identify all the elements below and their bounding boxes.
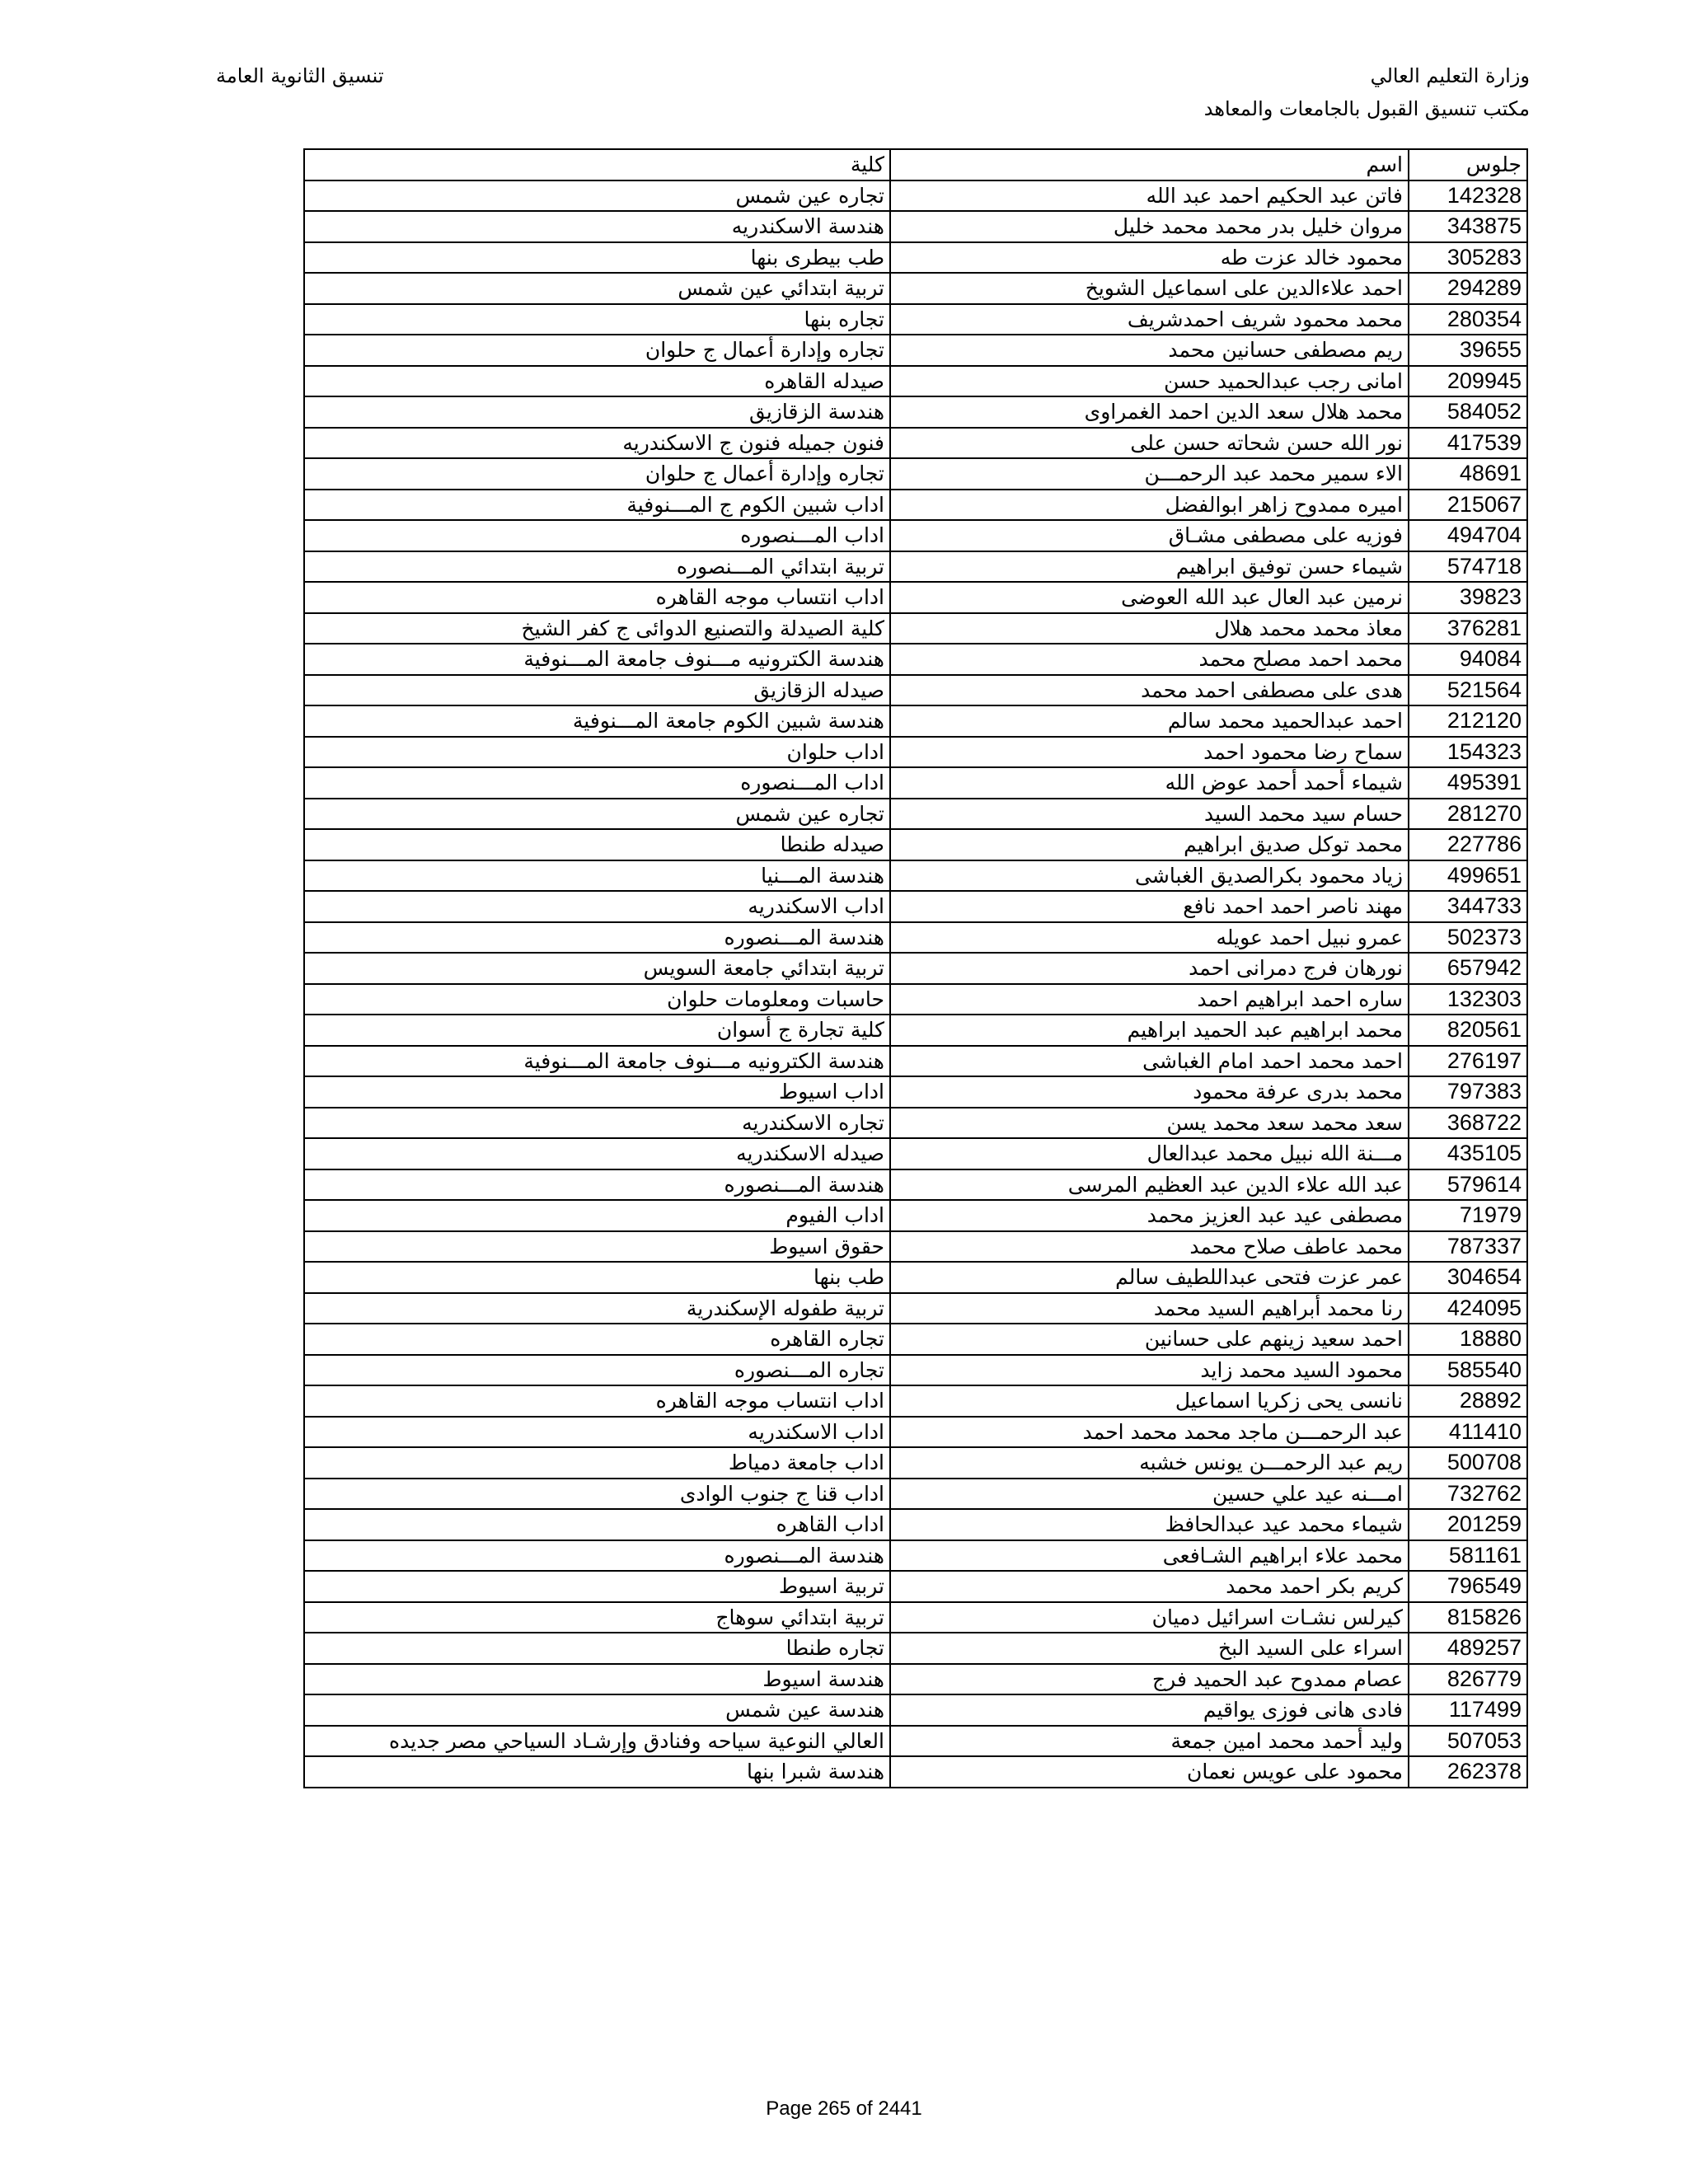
student-name-cell: محمد توكل صديق ابراهيم: [890, 829, 1409, 860]
seat-number: 584052: [1447, 399, 1522, 424]
faculty-cell: هندسة المـــنصوره: [304, 1540, 890, 1572]
seat-number: 94084: [1459, 646, 1522, 672]
student-name-cell: احمد سعيد زينهم على حسانين: [890, 1324, 1409, 1355]
faculty-cell: تجاره الاسكندريه: [304, 1108, 890, 1139]
seat-number: 39823: [1459, 584, 1522, 610]
table-row: [304, 1324, 1527, 1355]
header-program-block: [216, 59, 384, 92]
seat-number-cell: [1409, 520, 1527, 551]
table-row: [304, 304, 1527, 335]
faculty-cell: اداب الاسكندريه: [304, 1417, 890, 1448]
seat-number-cell: [1409, 1540, 1527, 1572]
table-row: [304, 551, 1527, 583]
faculty-cell: صيدله الاسكندريه: [304, 1138, 890, 1169]
seat-number: 368722: [1447, 1109, 1522, 1135]
faculty-cell: اداب انتساب موجه القاهره: [304, 1385, 890, 1417]
student-name-cell: فوزيه على مصطفى مشـاق: [890, 520, 1409, 551]
faculty-cell: تجاره بنها: [304, 304, 890, 335]
table-row: [304, 829, 1527, 860]
seat-number: 500708: [1447, 1450, 1522, 1475]
faculty-cell: كلية الصيدلة والتصنيع الدوائى ج كفر الشيخ: [304, 613, 890, 644]
faculty-cell: تربية ابتدائي عين شمس: [304, 273, 890, 304]
student-name-cell: محمود السيد محمد زايد: [890, 1355, 1409, 1386]
student-name-cell: شيماء محمد عيد عبدالحافظ: [890, 1509, 1409, 1540]
faculty-cell: هندسة المـــنصوره: [304, 1169, 890, 1201]
faculty-cell: تربية ابتدائي جامعة السويس: [304, 953, 890, 984]
table-row: [304, 953, 1527, 984]
faculty-cell: هندسة اسيوط: [304, 1664, 890, 1695]
student-name-cell: محمد عاطف صلاح محمد: [890, 1231, 1409, 1263]
seat-number: 344733: [1447, 893, 1522, 919]
table-row: [304, 366, 1527, 397]
student-name-cell: سماح رضا محمود احمد: [890, 737, 1409, 768]
faculty-cell: اداب حلوان: [304, 737, 890, 768]
faculty-cell: تربية ابتدائي سوهاج: [304, 1602, 890, 1633]
faculty-cell: تجاره عين شمس: [304, 180, 890, 212]
seat-number-cell: [1409, 891, 1527, 922]
student-name-cell: ساره احمد ابراهيم احمد: [890, 984, 1409, 1015]
seat-number-cell: [1409, 1046, 1527, 1077]
table-row: [304, 273, 1527, 304]
column-header-name: اسم: [890, 149, 1409, 180]
faculty-cell: تربية ابتدائي المـــنصوره: [304, 551, 890, 583]
student-name-cell: محمود خالد عزت طه: [890, 242, 1409, 274]
seat-number: 281270: [1447, 800, 1522, 826]
faculty-cell: اداب الاسكندريه: [304, 891, 890, 922]
table-row: [304, 582, 1527, 613]
student-name-cell: اميره ممدوح زاهر ابوالفضل: [890, 490, 1409, 521]
student-name-cell: سعد محمد سعد محمد يسن: [890, 1108, 1409, 1139]
faculty-cell: هندسة الاسكندريه: [304, 211, 890, 242]
table-row: [304, 211, 1527, 242]
student-name-cell: احمد علاءالدين على اسماعيل الشويخ: [890, 273, 1409, 304]
seat-number: 304654: [1447, 1264, 1522, 1290]
seat-number-cell: [1409, 1694, 1527, 1726]
table-row: [304, 180, 1527, 212]
seat-number-cell: [1409, 242, 1527, 274]
student-name-cell: وليد أحمد محمد امين جمعة: [890, 1726, 1409, 1757]
seat-number-cell: [1409, 1447, 1527, 1479]
seat-number: 71979: [1459, 1202, 1522, 1228]
faculty-cell: هندسة الكترونيه مـــنوف جامعة المـــنوفية: [304, 1046, 890, 1077]
seat-number-cell: [1409, 1385, 1527, 1417]
seat-number: 579614: [1447, 1171, 1522, 1197]
student-name-cell: كيرلس نشـات اسرائيل دميان: [890, 1602, 1409, 1633]
seat-number-cell: [1409, 1015, 1527, 1046]
seat-number-cell: [1409, 1756, 1527, 1788]
seat-number: 280354: [1447, 306, 1522, 331]
faculty-cell: فنون جميله فنون ج الاسكندريه: [304, 428, 890, 459]
student-name-cell: محمود على عويس نعمان: [890, 1756, 1409, 1788]
faculty-cell: حقوق اسيوط: [304, 1231, 890, 1263]
table-row: [304, 1046, 1527, 1077]
table-row: [304, 1231, 1527, 1263]
student-name-cell: ريم عبد الرحمـــن يونس خشبه: [890, 1447, 1409, 1479]
faculty-cell: تجاره القاهره: [304, 1324, 890, 1355]
table-row: [304, 1664, 1527, 1695]
table-row: [304, 1756, 1527, 1788]
seat-number: 435105: [1447, 1141, 1522, 1166]
seat-number-cell: [1409, 1108, 1527, 1139]
student-name-cell: كريم بكر احمد محمد: [890, 1571, 1409, 1602]
seat-number: 212120: [1447, 708, 1522, 733]
student-name-cell: محمد محمود شريف احمدشريف: [890, 304, 1409, 335]
faculty-cell: اداب الفيوم: [304, 1200, 890, 1231]
table-row: [304, 1076, 1527, 1108]
seat-number: 732762: [1447, 1480, 1522, 1506]
seat-number: 581161: [1448, 1542, 1522, 1568]
table-row: [304, 860, 1527, 892]
faculty-cell: اداب انتساب موجه القاهره: [304, 582, 890, 613]
faculty-cell: صيدله طنطا: [304, 829, 890, 860]
faculty-cell: هندسة الكترونيه مـــنوف جامعة المـــنوفية: [304, 644, 890, 675]
seat-number: 411410: [1448, 1418, 1522, 1444]
table-row: [304, 1694, 1527, 1726]
header-ministry-block: [1204, 59, 1530, 125]
seat-number-cell: [1409, 1231, 1527, 1263]
seat-number: 209945: [1447, 368, 1522, 393]
seat-number-cell: [1409, 1324, 1527, 1355]
seat-number: 117499: [1448, 1697, 1522, 1722]
student-name-cell: عمرو نبيل احمد عويله: [890, 922, 1409, 954]
table-row: [304, 675, 1527, 706]
seat-number-cell: [1409, 335, 1527, 366]
seat-number: 499651: [1447, 862, 1522, 888]
table-row: [304, 705, 1527, 737]
student-name-cell: الاء سمير محمد عبد الرحمـــن: [890, 458, 1409, 490]
seat-number: 502373: [1447, 924, 1522, 949]
table-row: [304, 242, 1527, 274]
student-name-cell: امانى رجب عبدالحميد حسن: [890, 366, 1409, 397]
seat-number-cell: [1409, 1602, 1527, 1633]
seat-number: 132303: [1447, 986, 1522, 1011]
table-row: [304, 891, 1527, 922]
seat-number-cell: [1409, 180, 1527, 212]
student-name-cell: محمد علاء ابراهيم الشـافعى: [890, 1540, 1409, 1572]
student-name-cell: محمد هلال سعد الدين احمد الغمراوى: [890, 396, 1409, 428]
column-header-seat: جلوس: [1409, 149, 1527, 180]
student-name-cell: ريم مصطفى حسانين محمد: [890, 335, 1409, 366]
seat-number-cell: [1409, 829, 1527, 860]
seat-number: 787337: [1447, 1233, 1522, 1258]
table-row: [304, 458, 1527, 490]
table-row: [304, 1169, 1527, 1201]
student-name-cell: محمد بدرى عرفة محمود: [890, 1076, 1409, 1108]
table-row: [304, 396, 1527, 428]
seat-number-cell: [1409, 1726, 1527, 1757]
table-row: [304, 520, 1527, 551]
seat-number: 424095: [1447, 1295, 1522, 1320]
seat-number: 820561: [1447, 1017, 1522, 1043]
table-row: [304, 1385, 1527, 1417]
seat-number-cell: [1409, 1169, 1527, 1201]
table-row: [304, 1571, 1527, 1602]
seat-number: 797383: [1447, 1079, 1522, 1104]
seat-number-cell: [1409, 984, 1527, 1015]
seat-number: 215067: [1447, 491, 1522, 517]
faculty-cell: تجاره المـــنصوره: [304, 1355, 890, 1386]
seat-number-cell: [1409, 799, 1527, 830]
seat-number-cell: [1409, 1417, 1527, 1448]
faculty-cell: العالي النوعية سياحه وفنادق وإرشـاد السياحي مصر جديده: [304, 1726, 890, 1757]
seat-number: 305283: [1447, 244, 1522, 269]
seat-number-cell: [1409, 1293, 1527, 1324]
faculty-cell: تجاره وإدارة أعمال ج حلوان: [304, 335, 890, 366]
faculty-cell: كلية تجارة ج أسوان: [304, 1015, 890, 1046]
seat-number-cell: [1409, 860, 1527, 892]
table-row: [304, 922, 1527, 954]
table-row: [304, 335, 1527, 366]
seat-number-cell: [1409, 613, 1527, 644]
student-name-cell: حسام سيد محمد السيد: [890, 799, 1409, 830]
seat-number-cell: [1409, 1664, 1527, 1695]
seat-number: 657942: [1447, 955, 1522, 981]
table-row: [304, 490, 1527, 521]
faculty-cell: اداب اسيوط: [304, 1076, 890, 1108]
student-name-cell: اسراء على السيد البخ: [890, 1633, 1409, 1664]
table-row: [304, 799, 1527, 830]
table-row: [304, 1355, 1527, 1386]
seat-number: 142328: [1447, 182, 1522, 208]
seat-number-cell: [1409, 490, 1527, 521]
table-row: [304, 1262, 1527, 1293]
seat-number: 201259: [1447, 1511, 1522, 1537]
student-name-cell: فادى هانى فوزى يواقيم: [890, 1694, 1409, 1726]
seat-number: 815826: [1447, 1604, 1522, 1629]
table-row: [304, 1200, 1527, 1231]
table-header-row: [304, 149, 1527, 180]
faculty-cell: تجاره وإدارة أعمال ج حلوان: [304, 458, 890, 490]
table-row: [304, 1633, 1527, 1664]
faculty-cell: اداب القاهره: [304, 1509, 890, 1540]
student-name-cell: معاذ محمد محمد هلال: [890, 613, 1409, 644]
faculty-cell: طب بنها: [304, 1262, 890, 1293]
faculty-cell: صيدله القاهره: [304, 366, 890, 397]
seat-number-cell: [1409, 1076, 1527, 1108]
student-name-cell: رنا محمد أبراهيم السيد محمد: [890, 1293, 1409, 1324]
faculty-cell: هندسة المـــنيا: [304, 860, 890, 892]
seat-number-cell: [1409, 582, 1527, 613]
table-row: [304, 1479, 1527, 1510]
seat-number: 227786: [1447, 832, 1522, 857]
student-name-cell: محمد ابراهيم عبد الحميد ابراهيم: [890, 1015, 1409, 1046]
seat-number-cell: [1409, 366, 1527, 397]
seat-number-cell: [1409, 1262, 1527, 1293]
seat-number-cell: [1409, 551, 1527, 583]
student-name-cell: احمد محمد احمد امام الغباشى: [890, 1046, 1409, 1077]
faculty-cell: اداب المـــنصوره: [304, 767, 890, 799]
student-name-cell: احمد عبدالحميد محمد سالم: [890, 705, 1409, 737]
seat-number: 262378: [1447, 1759, 1522, 1784]
faculty-cell: اداب شبين الكوم ج المـــنوفية: [304, 490, 890, 521]
table-row: [304, 644, 1527, 675]
seat-number: 417539: [1447, 429, 1522, 455]
student-name-cell: زياد محمود بكرالصديق الغباشى: [890, 860, 1409, 892]
seat-number-cell: [1409, 304, 1527, 335]
seat-number: 495391: [1447, 770, 1522, 795]
seat-number-cell: [1409, 1571, 1527, 1602]
table-row: [304, 1540, 1527, 1572]
seat-number: 294289: [1447, 275, 1522, 301]
table-row: [304, 1417, 1527, 1448]
seat-number: 343875: [1447, 213, 1522, 239]
faculty-cell: هندسة المـــنصوره: [304, 922, 890, 954]
seat-number-cell: [1409, 675, 1527, 706]
table-row: [304, 428, 1527, 459]
table-row: [304, 1509, 1527, 1540]
seat-number: 48691: [1459, 461, 1522, 486]
seat-number-cell: [1409, 1138, 1527, 1169]
seat-number: 585540: [1447, 1357, 1522, 1382]
faculty-cell: صيدله الزقازيق: [304, 675, 890, 706]
seat-number: 574718: [1447, 553, 1522, 579]
faculty-cell: هندسة عين شمس: [304, 1694, 890, 1726]
seat-number: 154323: [1447, 738, 1522, 764]
seat-number-cell: [1409, 396, 1527, 428]
student-name-cell: نور الله حسن شحاته حسن على: [890, 428, 1409, 459]
table-row: [304, 1602, 1527, 1633]
student-name-cell: عصام ممدوح عبد الحميد فرج: [890, 1664, 1409, 1695]
faculty-cell: هندسة شبرا بنها: [304, 1756, 890, 1788]
ministry-title: وزارة التعليم العالي: [1370, 64, 1530, 87]
seat-number: 826779: [1447, 1666, 1522, 1691]
table-row: [304, 984, 1527, 1015]
student-name-cell: عبد الرحمـــن ماجد محمد محمد احمد: [890, 1417, 1409, 1448]
student-name-cell: عبد الله علاء الدين عبد العظيم المرسى: [890, 1169, 1409, 1201]
student-name-cell: نورهان فرج دمرانى احمد: [890, 953, 1409, 984]
seat-number-cell: [1409, 1509, 1527, 1540]
table-row: [304, 767, 1527, 799]
seat-number-cell: [1409, 1479, 1527, 1510]
table-row: [304, 1726, 1527, 1757]
program-title: تنسيق الثانوية العامة: [216, 64, 384, 87]
table-row: [304, 1447, 1527, 1479]
table-row: [304, 613, 1527, 644]
faculty-cell: تجاره عين شمس: [304, 799, 890, 830]
student-name-cell: شيماء حسن توفيق ابراهيم: [890, 551, 1409, 583]
faculty-cell: هندسة شبين الكوم جامعة المـــنوفية: [304, 705, 890, 737]
seat-number-cell: [1409, 211, 1527, 242]
faculty-cell: اداب قنا ج جنوب الوادى: [304, 1479, 890, 1510]
seat-number-cell: [1409, 767, 1527, 799]
seat-number: 39655: [1459, 337, 1522, 363]
seat-number-cell: [1409, 273, 1527, 304]
student-name-cell: مروان خليل بدر محمد محمد خليل: [890, 211, 1409, 242]
column-header-faculty: كلية: [304, 149, 890, 180]
seat-number: 507053: [1447, 1727, 1522, 1753]
student-name-cell: مهند ناصر احمد احمد نافع: [890, 891, 1409, 922]
admissions-table: [303, 148, 1528, 1788]
seat-number-cell: [1409, 1633, 1527, 1664]
seat-number-cell: [1409, 953, 1527, 984]
student-name-cell: امـــنه عيد علي حسين: [890, 1479, 1409, 1510]
seat-number: 489257: [1447, 1635, 1522, 1661]
table-row: [304, 1108, 1527, 1139]
table-body: [304, 180, 1527, 1788]
seat-number: 28892: [1459, 1388, 1522, 1413]
seat-number-cell: [1409, 922, 1527, 954]
seat-number: 521564: [1447, 677, 1522, 702]
seat-number: 276197: [1447, 1047, 1522, 1073]
faculty-cell: اداب جامعة دمياط: [304, 1447, 890, 1479]
student-name-cell: نرمين عبد العال عبد الله العوضى: [890, 582, 1409, 613]
seat-number: 18880: [1459, 1326, 1522, 1352]
seat-number: 796549: [1447, 1573, 1522, 1599]
faculty-cell: تربية اسيوط: [304, 1571, 890, 1602]
student-name-cell: محمد احمد مصلح محمد: [890, 644, 1409, 675]
faculty-cell: تجاره طنطا: [304, 1633, 890, 1664]
faculty-cell: حاسبات ومعلومات حلوان: [304, 984, 890, 1015]
faculty-cell: طب بيطرى بنها: [304, 242, 890, 274]
student-name-cell: نانسى يحى زكريا اسماعيل: [890, 1385, 1409, 1417]
seat-number-cell: [1409, 644, 1527, 675]
faculty-cell: اداب المـــنصوره: [304, 520, 890, 551]
office-title: مكتب تنسيق القبول بالجامعات والمعاهد: [1203, 97, 1530, 120]
seat-number: 494704: [1447, 523, 1522, 548]
table-row: [304, 1015, 1527, 1046]
table-row: [304, 1293, 1527, 1324]
student-name-cell: مصطفى عيد عبد العزيز محمد: [890, 1200, 1409, 1231]
student-name-cell: عمر عزت فتحى عبداللطيف سالم: [890, 1262, 1409, 1293]
seat-number-cell: [1409, 428, 1527, 459]
seat-number-cell: [1409, 1355, 1527, 1386]
page-number: Page 265 of 2441: [766, 2097, 922, 2120]
seat-number-cell: [1409, 458, 1527, 490]
table-row: [304, 1138, 1527, 1169]
student-name-cell: مـــنة الله نبيل محمد عبدالعال: [890, 1138, 1409, 1169]
table-row: [304, 737, 1527, 768]
faculty-cell: هندسة الزقازيق: [304, 396, 890, 428]
student-name-cell: هدى على مصطفى احمد محمد: [890, 675, 1409, 706]
student-name-cell: شيماء أحمد أحمد عوض الله: [890, 767, 1409, 799]
student-name-cell: فاتن عبد الحكيم احمد عبد الله: [890, 180, 1409, 212]
seat-number-cell: [1409, 737, 1527, 768]
seat-number-cell: [1409, 705, 1527, 737]
seat-number-cell: [1409, 1200, 1527, 1231]
seat-number: 376281: [1447, 615, 1522, 640]
faculty-cell: تربية طفوله الإسكندرية: [304, 1293, 890, 1324]
